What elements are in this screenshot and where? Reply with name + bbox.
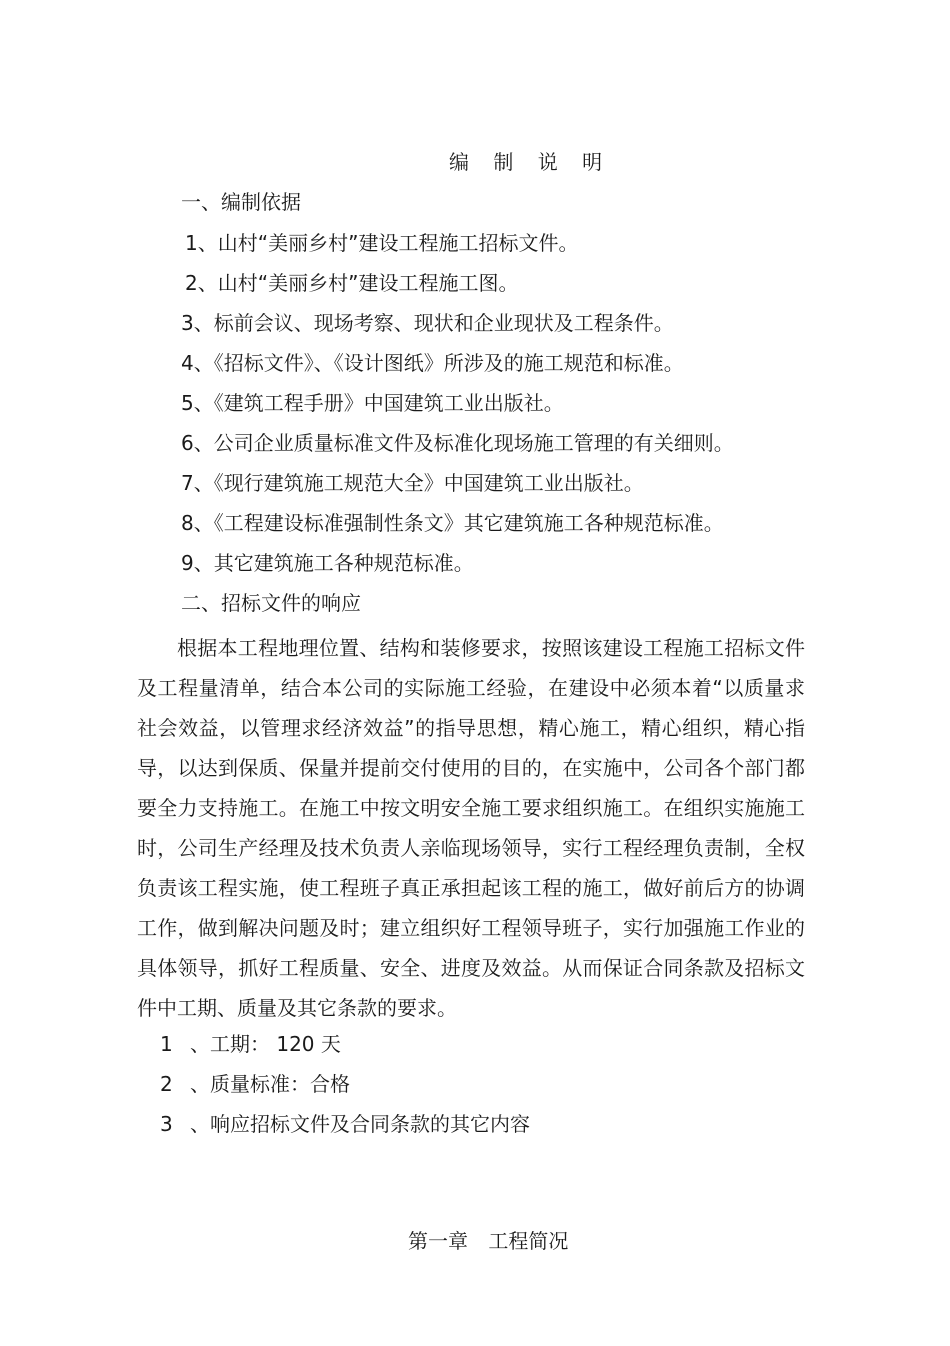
- basis-item-3: 3、标前会议、现场考察、现状和企业现状及工程条件。: [181, 311, 674, 335]
- section-heading-basis: 一、编制依据: [181, 190, 301, 214]
- basis-item-4: 4、《招标文件》、《设计图纸》所涉及的施工规范和标准。: [181, 351, 684, 375]
- term-number: 2: [160, 1072, 173, 1096]
- term-text: 、工期： 120 天: [190, 1032, 341, 1056]
- term-number: 1: [160, 1032, 173, 1056]
- term-text: 、响应招标文件及合同条款的其它内容: [190, 1112, 530, 1136]
- term-text: 、质量标准：合格: [190, 1072, 350, 1096]
- basis-item-1: 1、山村“美丽乡村”建设工程施工招标文件。: [185, 231, 579, 255]
- term-quality: [160, 1072, 350, 1096]
- basis-item-2: 2、山村“美丽乡村”建设工程施工图。: [185, 271, 519, 295]
- section-heading-response: 二、招标文件的响应: [181, 591, 361, 615]
- basis-item-6: 6、公司企业质量标准文件及标准化现场施工管理的有关细则。: [181, 431, 734, 455]
- basis-item-8: 8、《工程建设标准强制性条文》其它建筑施工各种规范标准。: [181, 511, 724, 535]
- document-title: 编 制 说 明: [449, 150, 612, 174]
- term-duration: [160, 1032, 341, 1056]
- basis-item-5: 5、《建筑工程手册》中国建筑工业出版社。: [181, 391, 564, 415]
- chapter-title: 第一章 工程简况: [408, 1229, 569, 1253]
- term-other: [160, 1112, 530, 1136]
- response-paragraph: 根据本工程地理位置、结构和装修要求，按照该建设工程施工招标文件及工程量清单，结合本公司的实际施工经验，在建设中必须本着“以质量求社会效益，以管理求经济效益”的指导思想，精心施工，精心组织，精心指导，以达到保质、保量并提前交付使用的目的，在实施中，公司各个部门都要全力支持施工。在施工中按文明安全施工要求组织施工。在组织实施施工时，公司生产经理及技术负责人亲临现场领导，实行工程经理负责制，全权负责该工程实施，使工程班子真正承担起该工程的施工，做好前后方的协调工作，做到解决问题及时；建立组织好工程领导班子，实行加强施工作业的具体领导，抓好工程质量、安全、进度及效益。从而保证合同条款及招标文件中工期、质量及其它条款的要求。: [137, 636, 805, 1020]
- term-number: 3: [160, 1112, 173, 1136]
- basis-item-7: 7、《现行建筑施工规范大全》中国建筑工业出版社。: [181, 471, 644, 495]
- basis-item-9: 9、其它建筑施工各种规范标准。: [181, 551, 474, 575]
